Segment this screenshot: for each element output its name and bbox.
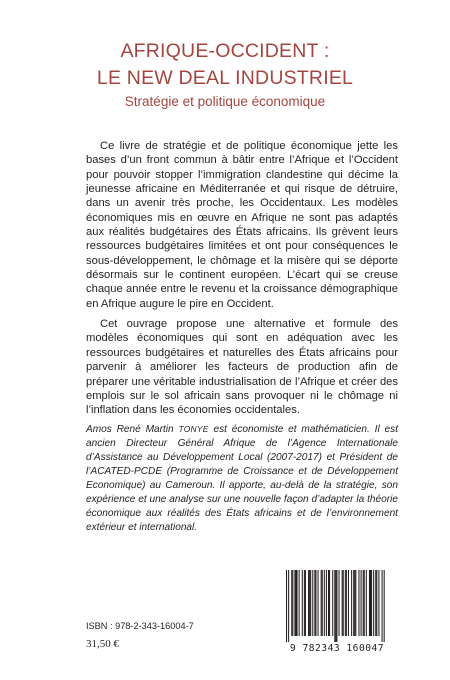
barcode-bar (361, 570, 362, 636)
book-title (0, 38, 450, 92)
barcode-bar (286, 570, 287, 642)
barcode-bar (312, 570, 313, 636)
barcode-bar (326, 570, 327, 636)
barcode-bar (342, 570, 343, 636)
isbn-label: ISBN : 978-2-343-16004-7 (86, 621, 194, 631)
barcode-bars (282, 568, 392, 644)
title-line-1: AFRIQUE-OCCIDENT : (120, 40, 330, 62)
barcode-bar (371, 570, 372, 636)
barcode-number: 9 782343 160047 (289, 643, 385, 654)
barcode-bar (297, 570, 298, 636)
barcode-bar (334, 570, 335, 642)
barcode-bar (382, 570, 383, 642)
barcode-bar (332, 570, 333, 636)
barcode-bar (328, 570, 329, 636)
price-label: 31,50 € (86, 638, 119, 650)
barcode-bar (375, 570, 376, 636)
barcode-bar (366, 570, 367, 636)
barcode-bar (336, 570, 337, 642)
barcode-bar (308, 570, 309, 636)
author-bio (86, 422, 398, 535)
barcode-bar (345, 570, 346, 636)
barcode-bar (314, 570, 315, 636)
barcode-bar (295, 570, 296, 636)
barcode-bar (322, 570, 323, 636)
blurb (86, 139, 398, 418)
barcode-bar (329, 570, 330, 636)
barcode-bar (291, 570, 292, 636)
barcode-bar (378, 570, 379, 636)
author-bio-text: est économiste et mathématicien. Il est ancien Directeur Général Afrique de l’Agence Internationale d’Assistance au Développement Local (2007-2017) et Président de l’ACATED-PCDE (Programme de Croissance et de Développement Economique) au Cameroun. Il apporte, au-delà de la stratégie, son expérience et une analyse sur une nouvelle façon d’adapter la théorie économique aux réalités des États africains et de l’environnement extérieur et international. (86, 424, 398, 533)
book-subtitle: Stratégie et politique économique (124, 94, 326, 109)
barcode-bar (376, 570, 377, 636)
barcode-bar (354, 570, 355, 636)
barcode-bar (339, 570, 340, 636)
barcode-bar (370, 570, 371, 636)
barcode-bar (324, 570, 325, 636)
title-line-2: LE NEW DEAL INDUSTRIEL (96, 67, 354, 89)
barcode-bar (346, 570, 347, 636)
barcode-bar (335, 570, 336, 642)
blurb-paragraph-2: Cet ouvrage propose une alternative et formule des modèles économiques qui sont en adéquation avec les ressources budgétaires et naturelles des États africains pour parvenir à améliorer les facteurs de production afin de préparer une véritable industrialisation de l’Afrique et créer des emplois sur le sol africain sans provoquer ni le chômage ni l’inflation dans les économies occidentales. (86, 318, 398, 417)
barcode-bar (292, 570, 293, 636)
barcode-bar (310, 570, 311, 636)
barcode-bar (363, 570, 364, 636)
barcode-bar (343, 570, 344, 636)
barcode-bar (355, 570, 356, 636)
barcode-bar (288, 570, 289, 642)
author-name-last: TONYE (178, 424, 209, 434)
barcode-bar (309, 570, 310, 636)
barcode-bar (384, 570, 385, 642)
barcode-bar (315, 570, 316, 636)
barcode-bar (305, 570, 306, 636)
barcode-bar (318, 570, 319, 636)
barcode-bar (373, 570, 374, 636)
barcode-bar (358, 570, 359, 636)
barcode-bar (299, 570, 300, 636)
barcode-bar (364, 570, 365, 636)
barcode-bar (353, 570, 354, 636)
barcode-bar (369, 570, 370, 636)
barcode-bar (302, 570, 303, 636)
barcode-bar (351, 570, 352, 636)
barcode-bar (294, 570, 295, 636)
barcode-bar (348, 570, 349, 636)
blurb-paragraph-1: Ce livre de stratégie et de politique économique jette les bases d’un front commun à bâtir entre l’Afrique et l’Occident pour pouvoir stopper l’immigration clandestine qui décime la jeunesse africaine en Méditerranée et qui risque de détruire, dans un avenir très proche, les Occidentaux. Les modèles économiques mis en œuvre en Afrique ne sont pas adaptés aux réalités budgétaires des États africains. Ils grèvent leurs ressources budgétaires limitées et ont pour conséquences le sous-développement, le chômage et la misère qui se déporte désormais sur le continent européen. L’écart qui se creuse chaque année entre le revenu et la croissance démographique en Afrique augure le pire en Occident. (86, 140, 398, 310)
barcode-bar (304, 570, 305, 636)
barcode-bar (321, 570, 322, 636)
barcode-graphic (282, 568, 392, 648)
author-name-first: Amos René Martin (86, 424, 179, 435)
